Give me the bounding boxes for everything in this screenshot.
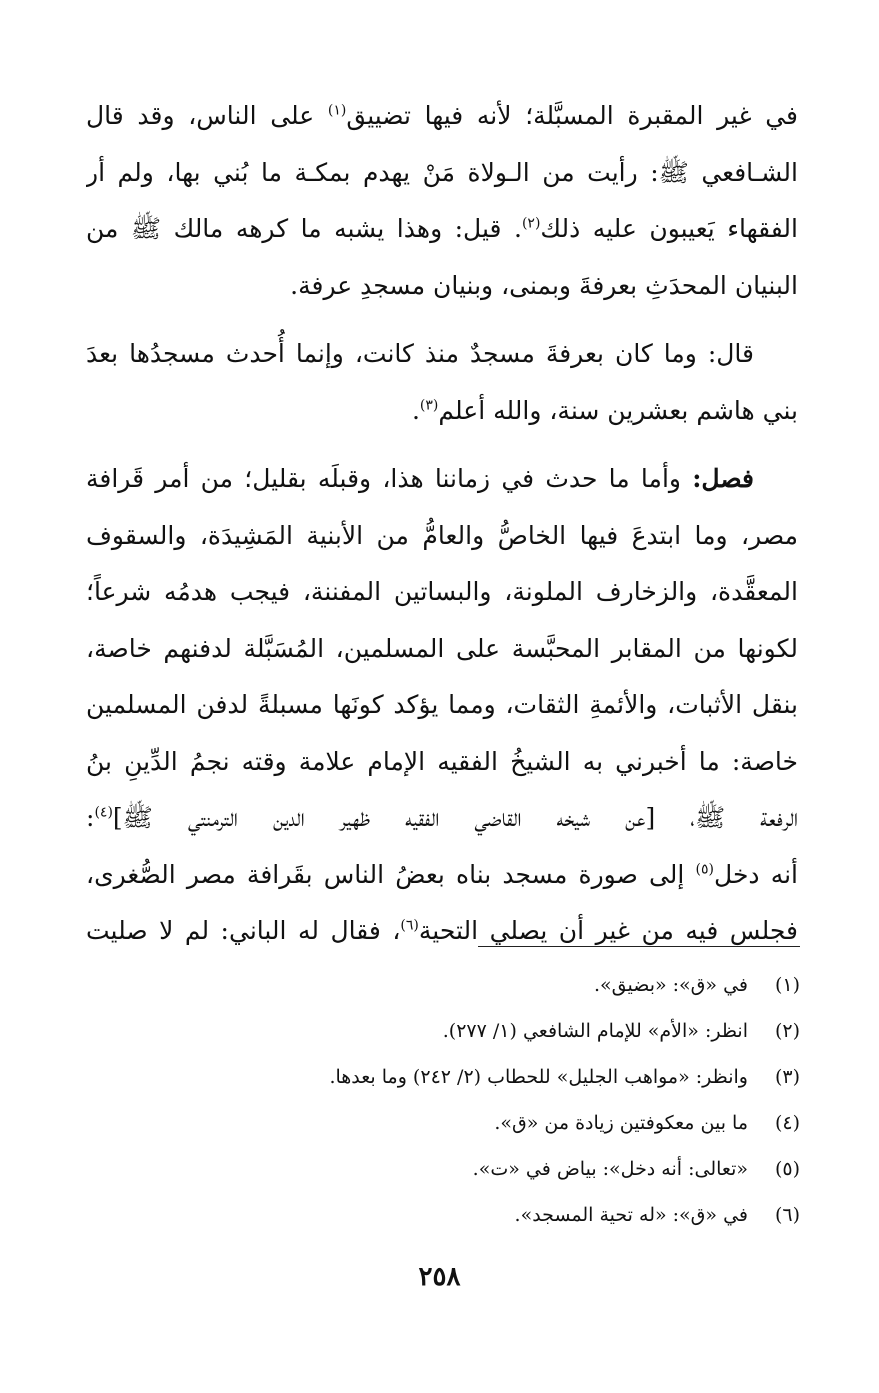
text-span: وأما ما حدث في زماننا هذا، وقبلَه بقليل؛ من أمر قَرافة xyxy=(86,464,693,493)
footnote-text: في «ق»: «بضيق». xyxy=(593,974,748,996)
text-span: الفقهاء يَعيبون عليه ذلك xyxy=(540,214,798,243)
text-line xyxy=(86,201,798,258)
text-span: قال: وما كان بعرفةَ مسجدٌ منذ كانت، وإنما أُحدث مسجدُها بعدَ xyxy=(86,339,754,368)
text-line xyxy=(86,564,798,621)
footnote-text: انظر: «الأم» للإمام الشافعي (١/ ٢٧٧). xyxy=(442,1020,748,1042)
text-span: لكونها من المقابر المحبَّسة على المسلمين، المُسَبَّلة لدفنهم خاصة، xyxy=(86,633,798,663)
footnote-ref: (٢) xyxy=(521,215,541,232)
text-line xyxy=(86,847,798,904)
footnote-number: (٢) xyxy=(774,1020,800,1042)
text-span: . xyxy=(411,395,420,425)
text-span: إلى صورة مسجد بناه بعضُ الناس بقَرافة مصر الصُّغرى، xyxy=(86,859,696,889)
text-span: بني هاشم بعشرين سنة، والله أعلم xyxy=(438,395,798,425)
text-span: في غير المقبرة المسبَّلة؛ لأنه فيها تضييق xyxy=(346,101,798,130)
text-span: خاصة: ما أخبرني به الشيخُ الفقيه الإمام علامة وقته نجمُ الدِّينِ بنُ xyxy=(86,746,798,776)
text-span: ، فقال له الباني: لم لا صليت xyxy=(86,916,401,945)
footnote-item xyxy=(80,1146,800,1192)
text-span: على الناس، وقد قال xyxy=(86,101,328,130)
text-line xyxy=(86,258,798,315)
text-line xyxy=(86,790,798,847)
text-line xyxy=(86,383,798,440)
text-line xyxy=(86,451,798,508)
text-line xyxy=(86,88,798,145)
text-line xyxy=(86,508,798,565)
text-span: : xyxy=(86,803,95,832)
paragraph-1 xyxy=(86,88,798,314)
text-line xyxy=(86,145,798,202)
footnotes xyxy=(80,962,800,1238)
footnote-text: في «ق»: «له تحية المسجد». xyxy=(514,1204,748,1226)
footnote-number: (١) xyxy=(774,974,800,996)
page-number: ٢٥٨ xyxy=(418,1262,461,1292)
text-line xyxy=(86,903,798,960)
text-span: المعقَّدة، والزخارف الملونة، والبساتين المفننة، فيجب هدمُه شرعاً؛ xyxy=(86,577,798,606)
text-span: فجلس فيه من غير أن يصلي التحية xyxy=(418,916,798,945)
footnote-ref: (٣) xyxy=(419,397,439,414)
footnote-number: (٦) xyxy=(774,1204,800,1226)
text-span: الرفعة ﷺ، [عن شيخه القاضي الفقيه ظهير الدين الترمنتي ﷺ] xyxy=(112,803,798,832)
footnote-text: ما بين معكوفتين زيادة من «ق». xyxy=(494,1112,748,1134)
footnote-ref: (٥) xyxy=(695,861,715,878)
footnote-text: وانظر: «مواهب الجليل» للحطاب (٢/ ٢٤٢) وما بعدها. xyxy=(329,1066,748,1088)
footnote-text: «تعالى: أنه دخل»: بياض في «ت». xyxy=(472,1158,748,1180)
footnote-ref: (٦) xyxy=(400,917,419,934)
footnote-item xyxy=(80,1054,800,1100)
footnote-item xyxy=(80,1192,800,1238)
footnote-number: (٥) xyxy=(774,1158,800,1180)
text-line xyxy=(86,326,798,383)
footnote-separator xyxy=(478,946,800,947)
footnote-number: (٤) xyxy=(774,1112,800,1134)
text-span: بنقل الأثبات، والأئمةِ الثقات، ومما يؤكد كونَها مسبلةً لدفن المسلمين xyxy=(86,690,798,719)
text-line xyxy=(86,734,798,791)
text-span: أنه دخل xyxy=(714,859,798,889)
text-span: . قيل: وهذا يشبه ما كرهه مالك ﷺ من xyxy=(86,214,522,243)
paragraph-2 xyxy=(86,326,798,439)
text-span: مصر، وما ابتدعَ فيها الخاصُّ والعامُّ من الأبنية المَشِيدَة، والسقوف xyxy=(86,520,798,550)
section-heading-word: فصل: xyxy=(692,464,754,493)
footnote-number: (٣) xyxy=(774,1066,800,1088)
text-span: الشـافعي ﷺ: رأيت من الـولاة مَنْ يهدم بمكـة ما بُني بها، ولم أر xyxy=(86,157,798,187)
text-line xyxy=(86,677,798,734)
footnote-ref: (٤) xyxy=(94,804,113,821)
footnote-item xyxy=(80,1008,800,1054)
text-span: البنيان المحدَثِ بعرفةَ وبمنى، وبنيان مسجدِ عرفة. xyxy=(290,270,798,300)
paragraph-3 xyxy=(86,451,798,960)
text-line xyxy=(86,621,798,678)
footnote-ref: (١) xyxy=(327,102,347,119)
main-text xyxy=(86,88,798,960)
footnote-item xyxy=(80,962,800,1008)
footnote-item xyxy=(80,1100,800,1146)
